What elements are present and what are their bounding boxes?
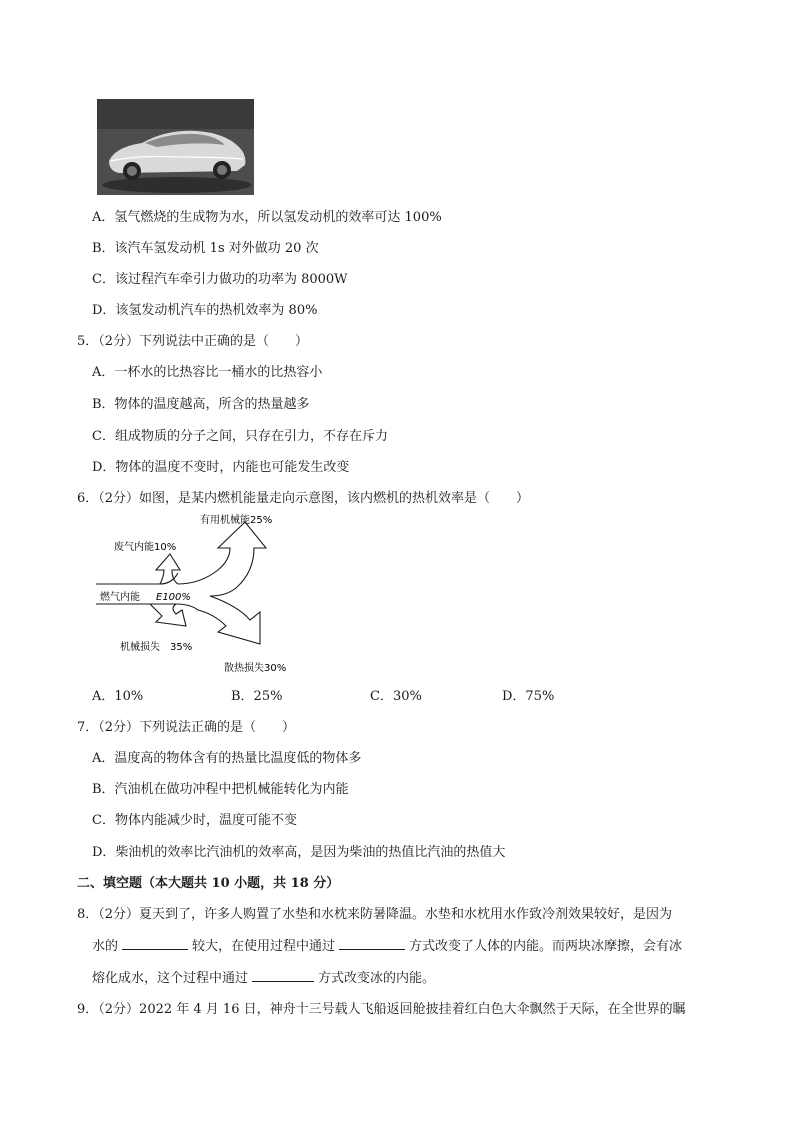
q8-line2 xyxy=(92,935,682,954)
q8-text-c: 方式改变了人体的内能。而两块冰摩擦，会有冰 xyxy=(409,939,683,954)
label-total: E100% xyxy=(156,592,191,603)
q6-option-b: B．25% xyxy=(231,689,283,704)
q4-option-a: A．氢气燃烧的生成物为水，所以氢发动机的效率可达 100% xyxy=(92,210,442,225)
q8-line3 xyxy=(92,967,435,986)
q6-option-c: C．30% xyxy=(370,689,422,704)
answer-blank-3[interactable] xyxy=(252,969,314,982)
q6-option-d: D．75% xyxy=(502,689,555,704)
q8-line1: 8．（2分）夏天到了，许多人购置了水垫和水枕来防暑降温。水垫和水枕用水作致冷剂效果较好，是因为 xyxy=(77,907,673,922)
q9-line1: 9．（2分）2022 年 4 月 16 日，神舟十三号载人飞船返回舱披挂着红白色大伞飘然于天际，在全世界的瞩 xyxy=(77,1002,686,1017)
q5-option-d: D．物体的温度不变时，内能也可能发生改变 xyxy=(92,460,350,475)
label-useful: 有用机械能25% xyxy=(200,515,273,526)
q5-option-c: C．组成物质的分子之间，只存在引力，不存在斥力 xyxy=(92,429,388,444)
q6-option-a: A．10% xyxy=(92,689,144,704)
energy-flow-diagram xyxy=(90,510,330,680)
label-mechanical-loss: 机械损失 35% xyxy=(120,642,193,653)
q8-text-e: 方式改变冰的内能。 xyxy=(318,971,436,986)
label-exhaust: 废气内能10% xyxy=(114,542,177,553)
q6-stem: 6．（2分）如图，是某内燃机能量走向示意图，该内燃机的热机效率是（ ） xyxy=(77,491,530,506)
q7-stem: 7．（2分）下列说法正确的是（ ） xyxy=(77,720,296,735)
q8-text-a: 水的 xyxy=(92,939,119,954)
answer-blank-2[interactable] xyxy=(339,937,405,950)
q8-text-d: 熔化成水，这个过程中通过 xyxy=(92,971,249,986)
q4-option-c: C．该过程汽车牵引力做功的功率为 8000W xyxy=(92,272,348,287)
answer-blank-1[interactable] xyxy=(122,937,188,950)
q5-stem: 5．（2分）下列说法中正确的是（ ） xyxy=(77,334,309,349)
q5-option-a: A．一杯水的比热容比一桶水的比热容小 xyxy=(92,365,323,380)
section-heading: 二、填空题（本大题共 10 小题，共 18 分） xyxy=(77,876,340,891)
q5-option-b: B．物体的温度越高，所含的热量越多 xyxy=(92,397,310,412)
label-fuel: 燃气内能 xyxy=(100,592,140,603)
q4-option-b: B．该汽车氢发动机 1s 对外做功 20 次 xyxy=(92,241,319,256)
q7-option-a: A．温度高的物体含有的热量比温度低的物体多 xyxy=(92,751,362,766)
car-photo xyxy=(97,99,254,195)
q8-text-b: 较大，在使用过程中通过 xyxy=(192,939,336,954)
q7-option-c: C．物体内能减少时，温度可能不变 xyxy=(92,813,297,828)
q7-option-b: B．汽油机在做功冲程中把机械能转化为内能 xyxy=(92,782,349,797)
label-heat-loss: 散热损失30% xyxy=(224,663,287,674)
q4-option-d: D．该氢发动机汽车的热机效率为 80% xyxy=(92,303,318,318)
q7-option-d: D．柴油机的效率比汽油机的效率高，是因为柴油的热值比汽油的热值大 xyxy=(92,845,506,860)
